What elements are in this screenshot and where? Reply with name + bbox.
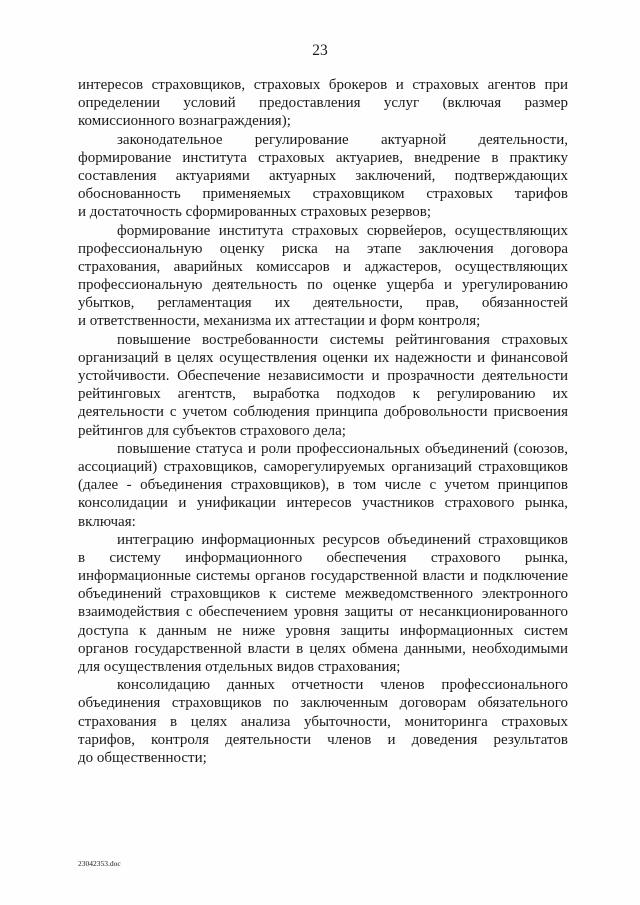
text-line: обоснованность применяемых страховщиком страховых тарифов — [78, 186, 568, 203]
text-line: объединений страховщиков к системе межведомственного электронного — [78, 586, 568, 603]
text-line: ассоциаций) страховщиков, саморегулируемых организаций страховщиков — [78, 458, 568, 475]
file-name-footer: 23042353.doc — [78, 859, 121, 868]
text-line: доступа к данным не ниже уровня защиты информационных систем — [78, 622, 568, 639]
text-line: формирование института страховых сюрвейеров, осуществляющих — [117, 222, 568, 239]
paragraph — [78, 222, 568, 331]
text-line: страхования, аварийных комиссаров и аджастеров, осуществляющих — [78, 258, 568, 275]
page-number: 23 — [312, 42, 328, 59]
text-line: составления актуариями актуарных заключений, подтверждающих — [78, 167, 568, 184]
text-line: рейтингов для субъектов страхового дела; — [78, 422, 346, 439]
text-line: тарифов, контроля деятельности членов и доведения результатов — [78, 731, 568, 748]
paragraph — [78, 676, 568, 767]
text-line: для осуществления отдельных видов страхования; — [78, 659, 401, 675]
text-line: интересов страховщиков, страховых брокеров и страховых агентов при — [78, 77, 568, 93]
text-line: повышение статуса и роли профессиональных объединений (союзов, — [117, 440, 568, 457]
text-line: профессиональную деятельность по оценке ущерба и урегулированию — [78, 277, 568, 294]
paragraph — [78, 531, 568, 677]
text-line: деятельности с учетом соблюдения принципа добровольности присвоения — [78, 404, 568, 421]
text-line: включая: — [78, 513, 136, 530]
text-line: профессиональную оценку риска на этапе заключения договора — [78, 240, 568, 257]
paragraph — [78, 131, 568, 222]
text-line: страхования в целях анализа убыточности, мониторинга страховых — [78, 713, 568, 730]
text-line: (далее - объединения страховщиков), в том числе с учетом принципов — [78, 477, 568, 494]
text-line: консолидацию данных отчетности членов профессионального — [117, 677, 568, 694]
text-line: информационные системы органов государственной власти и подключение — [78, 568, 568, 585]
document-body — [78, 76, 568, 767]
text-line: убытков, регламентация их деятельности, прав, обязанностей — [78, 295, 568, 312]
text-line: взаимодействия с обеспечением уровня защиты от несанкционированного — [78, 604, 568, 621]
text-line: и достаточность сформированных страховых резервов; — [78, 204, 431, 221]
text-line: законодательное регулирование актуарной деятельности, — [117, 131, 568, 148]
text-line: объединения страховщиков по заключенным договорам обязательного — [78, 695, 568, 712]
text-line: формирование института страховых актуариев, внедрение в практику — [78, 149, 568, 166]
text-line: интеграцию информационных ресурсов объединений страховщиков — [117, 531, 568, 548]
text-line: органов государственной власти в целях обмена данными, необходимыми — [78, 640, 568, 657]
text-line: комиссионного вознаграждения); — [78, 113, 291, 130]
text-line: организаций в целях осуществления оценки их надежности и финансовой — [78, 349, 568, 366]
text-line: в систему информационного обеспечения страхового рынка, — [78, 549, 568, 566]
text-line: и ответственности, механизма их аттестации и форм контроля; — [78, 313, 481, 330]
text-line: повышение востребованности системы рейтингования страховых — [117, 331, 568, 348]
paragraph — [78, 440, 568, 531]
text-line: устойчивости. Обеспечение независимости и прозрачности деятельности — [78, 368, 568, 384]
text-line: рейтинговых агентств, выработка подходов к регулированию их — [78, 386, 568, 403]
text-line: консолидации и унификации интересов участников страхового рынка, — [78, 495, 568, 512]
paragraph — [78, 331, 568, 440]
paragraph — [78, 76, 568, 131]
text-line: до общественности; — [78, 749, 207, 766]
text-line: определении условий предоставления услуг (включая размер — [78, 95, 568, 112]
